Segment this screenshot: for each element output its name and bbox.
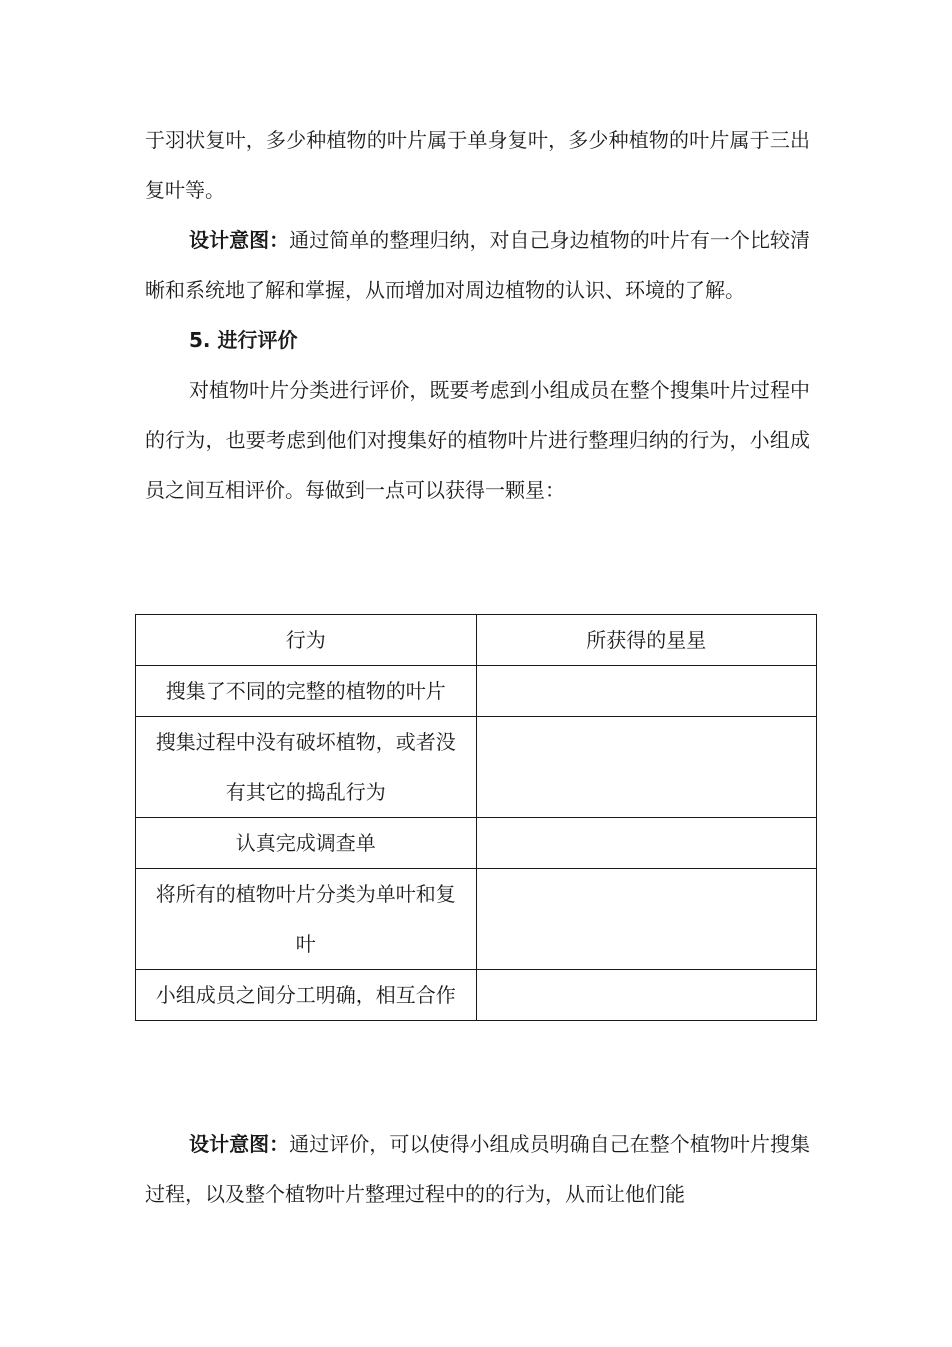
table-row — [136, 717, 817, 818]
table-row — [136, 666, 817, 717]
behavior-cell: 搜集了不同的完整的植物的叶片 — [136, 666, 477, 717]
stars-cell — [476, 818, 816, 869]
evaluation-paragraph: 对植物叶片分类进行评价，既要考虑到小组成员在整个搜集叶片过程中的行为，也要考虑到他们对搜集好的植物叶片进行整理归纳的行为，小组成员之间互相评价。每做到一点可以获得一颗星： — [145, 378, 810, 502]
design-intent-paragraph-1 — [145, 215, 810, 315]
behavior-cell: 小组成员之间分工明确，相互合作 — [136, 970, 477, 1021]
table-header-row — [136, 615, 817, 666]
stars-cell — [476, 869, 816, 970]
stars-cell — [476, 717, 816, 818]
header-behavior: 行为 — [136, 615, 477, 666]
evaluation-table — [135, 614, 817, 1021]
table-row — [136, 818, 817, 869]
behavior-cell: 认真完成调查单 — [136, 818, 477, 869]
design-intent-label: 设计意图： — [189, 1132, 290, 1156]
table-row — [136, 970, 817, 1021]
body-text-bottom — [145, 1119, 810, 1219]
design-intent-text: 通过评价，可以使得小组成员明确自己在整个植物叶片搜集过程，以及整个植物叶片整理过程中的的行为，从而让他们能 — [145, 1132, 811, 1206]
body-text-top — [145, 115, 810, 515]
design-intent-paragraph-2 — [145, 1119, 810, 1219]
design-intent-text: 通过简单的整理归纳，对自己身边植物的叶片有一个比较清晰和系统地了解和掌握，从而增加对周边植物的认识、环境的了解。 — [145, 228, 811, 302]
stars-cell — [476, 970, 816, 1021]
header-stars: 所获得的星星 — [476, 615, 816, 666]
continued-paragraph: 于羽状复叶，多少种植物的叶片属于单身复叶，多少种植物的叶片属于三出复叶等。 — [145, 128, 810, 202]
behavior-cell: 将所有的植物叶片分类为单叶和复叶 — [136, 869, 477, 970]
table-row — [136, 869, 817, 970]
evaluation-table-wrap — [135, 614, 818, 1021]
stars-cell — [476, 666, 816, 717]
section-heading: 5. 进行评价 — [189, 328, 298, 352]
behavior-cell: 搜集过程中没有破坏植物，或者没有其它的捣乱行为 — [136, 717, 477, 818]
design-intent-label: 设计意图： — [189, 228, 290, 252]
